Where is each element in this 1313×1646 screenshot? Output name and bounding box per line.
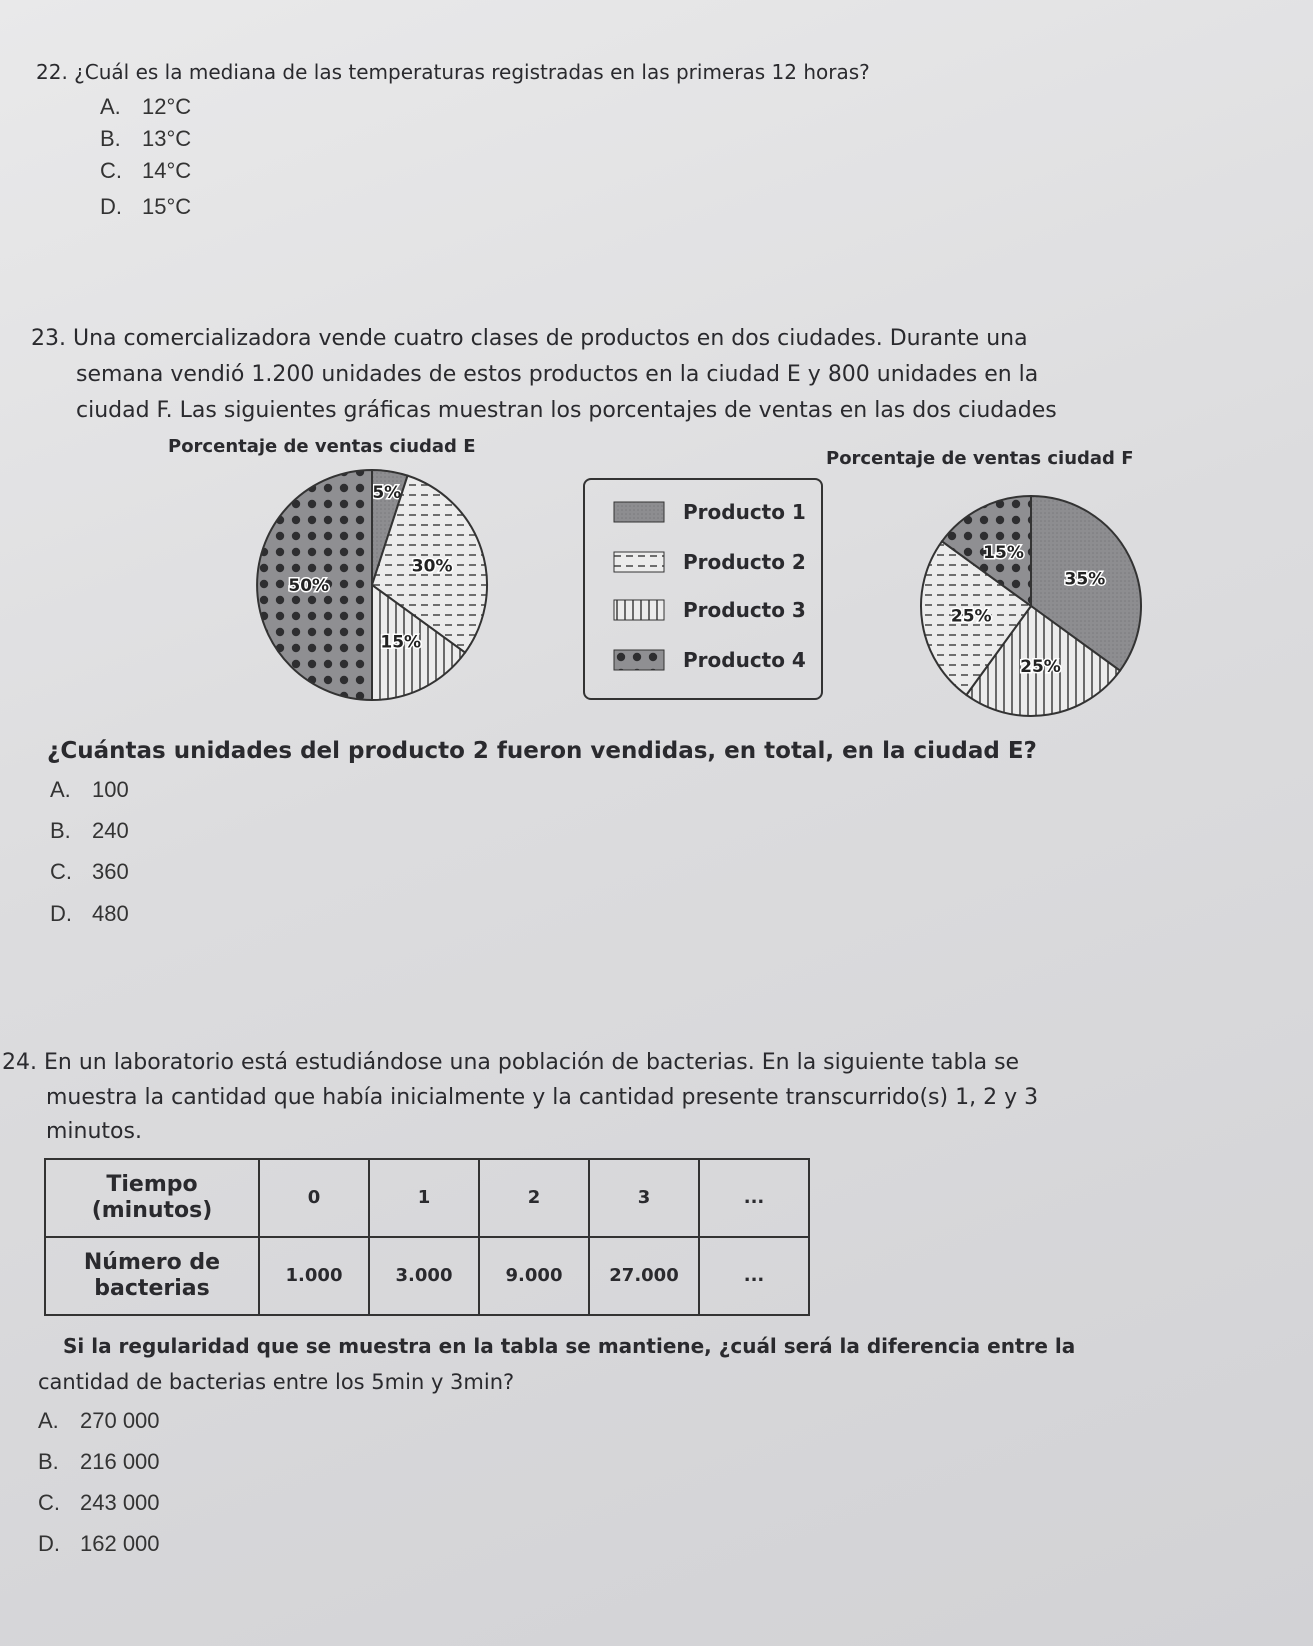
q24-question-line-1: Si la regularidad que se muestra en la tabla se mantiene, ¿cuál será la diferencia entre la — [63, 1334, 1076, 1358]
legend-label: Producto 4 — [683, 648, 806, 672]
q23-option-c[interactable] — [50, 859, 129, 885]
producto-4-swatch-icon — [613, 649, 665, 671]
option-text: 243 000 — [80, 1490, 160, 1515]
option-text: 162 000 — [80, 1531, 160, 1556]
legend-item-producto-2 — [613, 550, 806, 574]
q24-option-a[interactable] — [38, 1408, 160, 1434]
producto-1-swatch-icon — [613, 501, 665, 523]
bacteria-table — [44, 1158, 810, 1316]
q23-line-2: semana vendió 1.200 unidades de estos productos en la ciudad E y 800 unidades en la — [76, 362, 1039, 387]
table-cell: 9.000 — [479, 1237, 589, 1315]
q24-line-2: muestra la cantidad que había inicialmente y la cantidad presente transcurrido(s) 1, 2 y 3 — [46, 1085, 1039, 1110]
option-text: 12°C — [142, 94, 192, 119]
table-header-time: Tiempo (minutos) — [45, 1159, 259, 1237]
q24-option-c[interactable] — [38, 1490, 160, 1516]
q24-option-b[interactable] — [38, 1449, 160, 1475]
q23-option-b[interactable] — [50, 818, 129, 844]
table-cell: 3.000 — [369, 1237, 479, 1315]
option-letter: D. — [38, 1531, 60, 1556]
q23-option-d[interactable] — [50, 901, 129, 927]
legend-item-producto-4 — [613, 648, 806, 672]
option-letter: D. — [100, 194, 122, 219]
q22-question: 22. ¿Cuál es la mediana de las temperaturas registradas en las primeras 12 horas? — [36, 60, 870, 84]
option-text: 15°C — [142, 194, 192, 219]
option-letter: C. — [38, 1490, 60, 1515]
q23-question: ¿Cuántas unidades del producto 2 fueron vendidas, en total, en la ciudad E? — [47, 738, 1037, 764]
table-cell: 0 — [259, 1159, 369, 1237]
table-header-bacteria: Número de bacterias — [45, 1237, 259, 1315]
producto-3-swatch-icon — [613, 599, 665, 621]
legend-item-producto-1 — [613, 500, 806, 524]
q23-option-a[interactable] — [50, 777, 129, 803]
pie-data-label: 15% — [380, 632, 422, 653]
option-letter: C. — [100, 158, 122, 183]
option-letter: B. — [38, 1449, 59, 1474]
table-cell: ... — [699, 1237, 809, 1315]
pie-chart-city-f — [921, 496, 1141, 716]
option-letter: B. — [50, 818, 71, 843]
pie-data-label: 5% — [372, 482, 402, 503]
option-text: 216 000 — [80, 1449, 160, 1474]
option-text: 13°C — [142, 126, 192, 151]
q24-option-d[interactable] — [38, 1531, 160, 1557]
legend-label: Producto 1 — [683, 500, 806, 524]
table-cell: 1.000 — [259, 1237, 369, 1315]
option-letter: A. — [38, 1408, 59, 1433]
q23-line-3: ciudad F. Las siguientes gráficas muestran los porcentajes de ventas en las dos ciudades — [76, 398, 1057, 423]
table-cell: 27.000 — [589, 1237, 699, 1315]
option-text: 100 — [92, 777, 129, 802]
table-cell: 2 — [479, 1159, 589, 1237]
pie-data-label: 50% — [288, 576, 330, 596]
option-text: 360 — [92, 859, 129, 884]
chart-title-f: Porcentaje de ventas ciudad F — [826, 448, 1134, 469]
producto-2-swatch-icon — [613, 551, 665, 573]
q23-line-1: 23. Una comercializadora vende cuatro clases de productos en dos ciudades. Durante una — [31, 326, 1028, 351]
table-row — [45, 1237, 809, 1315]
table-cell: 1 — [369, 1159, 479, 1237]
legend-label: Producto 3 — [683, 598, 806, 622]
table-row — [45, 1159, 809, 1237]
pie-data-label: 35% — [1064, 569, 1106, 590]
option-letter: B. — [100, 126, 121, 151]
option-text: 480 — [92, 901, 129, 926]
table-cell: ... — [699, 1159, 809, 1237]
table-cell: 3 — [589, 1159, 699, 1237]
pie-data-label: 30% — [411, 556, 453, 577]
q24-line-1: 24. En un laboratorio está estudiándose una población de bacterias. En la siguiente tabla se — [2, 1050, 1020, 1075]
legend-item-producto-3 — [613, 598, 806, 622]
chart-title-e: Porcentaje de ventas ciudad E — [168, 436, 476, 457]
legend-label: Producto 2 — [683, 550, 806, 574]
option-letter: C. — [50, 859, 72, 884]
pie-chart-city-e — [257, 470, 487, 700]
option-text: 14°C — [142, 158, 192, 183]
option-text: 270 000 — [80, 1408, 160, 1433]
pie-data-label: 25% — [1020, 656, 1061, 677]
option-letter: A. — [50, 777, 71, 802]
q24-line-3: minutos. — [46, 1119, 142, 1144]
option-letter: D. — [50, 901, 72, 926]
q24-question-line-2: cantidad de bacterias entre los 5min y 3min? — [38, 1370, 515, 1394]
option-text: 240 — [92, 818, 129, 843]
option-letter: A. — [100, 94, 121, 119]
chart-legend — [583, 478, 823, 700]
pie-data-label: 15% — [983, 543, 1024, 564]
pie-data-label: 25% — [950, 606, 992, 627]
